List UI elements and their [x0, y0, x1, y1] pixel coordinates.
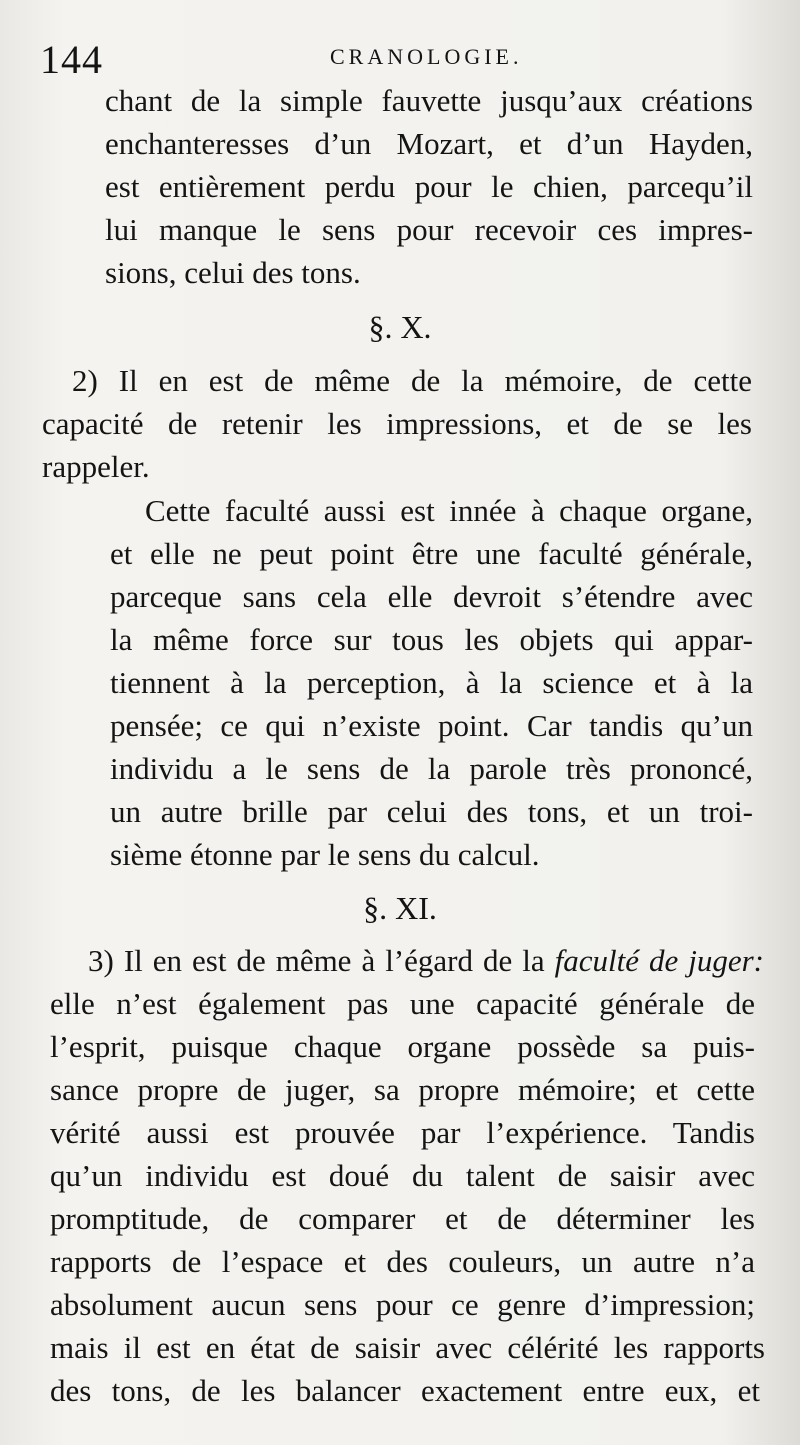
text-line: l’esprit, puisque chaque organe possède sa puis-	[50, 1029, 755, 1064]
text-line: sance propre de juger, sa propre mémoire; et cette	[50, 1072, 755, 1107]
text-line: qu’un individu est doué du talent de saisir avec	[50, 1158, 755, 1193]
text-line: des tons, de les balancer exactement entre eux, et	[50, 1373, 760, 1408]
text-line: Cette faculté aussi est innée à chaque organe,	[145, 493, 753, 528]
text-line: sième étonne par le sens du calcul.	[110, 837, 540, 872]
text-line-with-italic	[88, 940, 764, 982]
text-line: elle n’est également pas une capacité générale de	[50, 986, 755, 1021]
text-line: est entièrement perdu pour le chien, parcequ’il	[105, 169, 753, 204]
text-line: et elle ne peut point être une faculté générale,	[110, 536, 753, 571]
text-line: sions, celui des tons.	[105, 255, 361, 290]
text-line: rappeler.	[42, 449, 150, 484]
text-line: capacité de retenir les impressions, et de se les	[42, 406, 752, 441]
section-heading: §. X.	[368, 309, 432, 345]
text-line: absolument aucun sens pour ce genre d’impression;	[50, 1287, 755, 1322]
text-line: enchanteresses d’un Mozart, et d’un Hayden,	[105, 126, 753, 161]
running-head: CRANOLOGIE.	[330, 44, 523, 69]
text-span: 3) Il en est de même à l’égard de la	[88, 943, 555, 978]
text-line: mais il est en état de saisir avec célérité les rapports	[50, 1330, 765, 1365]
page-header	[40, 36, 770, 86]
text-line: la même force sur tous les objets qui appar-	[110, 622, 753, 657]
text-line: un autre brille par celui des tons, et un troi-	[110, 794, 753, 829]
text-line: 2) Il en est de même de la mémoire, de cette	[72, 363, 752, 398]
text-line: tiennent à la perception, à la science et à la	[110, 665, 753, 700]
text-line: rapports de l’espace et des couleurs, un autre n’a	[50, 1244, 755, 1279]
text-line: parceque sans cela elle devroit s’étendre avec	[110, 579, 753, 614]
text-line: promptitude, de comparer et de déterminer les	[50, 1201, 755, 1236]
text-line: chant de la simple fauvette jusqu’aux créations	[105, 83, 753, 118]
text-line: lui manque le sens pour recevoir ces impres-	[105, 212, 753, 247]
text-line: individu a le sens de la parole très prononcé,	[110, 751, 753, 786]
page-number: 144	[40, 37, 103, 82]
section-heading: §. XI.	[363, 890, 437, 926]
italic-term: faculté de juger:	[554, 943, 764, 978]
text-line: pensée; ce qui n’existe point. Car tandis qu’un	[110, 708, 753, 743]
text-line: vérité aussi est prouvée par l’expérience. Tandis	[50, 1115, 755, 1150]
